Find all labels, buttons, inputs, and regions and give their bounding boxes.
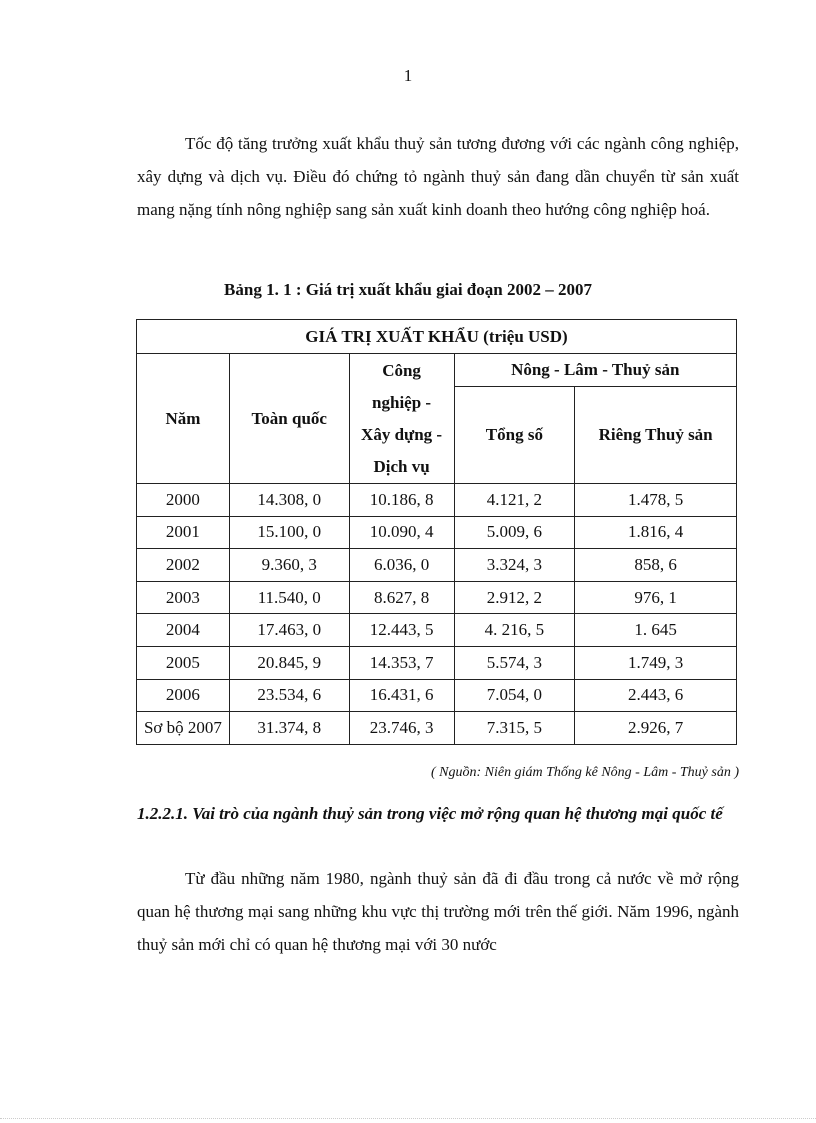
table-row xyxy=(137,549,737,582)
cell-total: 3.324, 3 xyxy=(454,549,575,582)
cell-total: 5.009, 6 xyxy=(454,516,575,549)
cell-fishery: 2.443, 6 xyxy=(575,679,737,712)
header-industry-line: nghiệp - xyxy=(372,392,432,412)
body-paragraph: Từ đầu những năm 1980, ngành thuỷ sản đã đi đầu trong cả nước về mở rộng quan hệ thương mại sang những khu vực thị trường mới trên thế giới. Năm 1996, ngành thuỷ sản mới chỉ có quan hệ thương mại với 30 nước xyxy=(137,869,739,954)
cell-fishery: 1.816, 4 xyxy=(575,516,737,549)
source-note: ( Nguồn: Niên giám Thống kê Nông - Lâm - Thuỷ sản ) xyxy=(431,765,739,780)
cell-fishery: 1.478, 5 xyxy=(575,484,737,517)
cell-fishery: 1.749, 3 xyxy=(575,646,737,679)
cell-year: 2003 xyxy=(137,581,230,614)
header-industry-line: Công xyxy=(382,360,421,380)
header-agri-group: Nông - Lâm - Thuỷ sản xyxy=(454,354,737,387)
table-row xyxy=(137,712,737,745)
cell-industry: 16.431, 6 xyxy=(349,679,454,712)
table-row xyxy=(137,614,737,647)
table-row xyxy=(137,679,737,712)
cell-industry: 14.353, 7 xyxy=(349,646,454,679)
cell-total: 2.912, 2 xyxy=(454,581,575,614)
cell-total: 4.121, 2 xyxy=(454,484,575,517)
cell-industry: 8.627, 8 xyxy=(349,581,454,614)
cell-year: Sơ bộ 2007 xyxy=(137,712,230,745)
cell-fishery: 858, 6 xyxy=(575,549,737,582)
cell-national: 15.100, 0 xyxy=(229,516,349,549)
table-caption: Bảng 1. 1 : Giá trị xuất khẩu giai đoạn 2002 – 2007 xyxy=(224,280,592,299)
header-year: Năm xyxy=(137,354,230,484)
header-industry-line: Dịch vụ xyxy=(373,456,430,476)
cell-national: 17.463, 0 xyxy=(229,614,349,647)
cell-total: 4. 216, 5 xyxy=(454,614,575,647)
header-fishery: Riêng Thuỷ sản xyxy=(575,387,737,484)
table-row xyxy=(137,646,737,679)
cell-year: 2000 xyxy=(137,484,230,517)
table-row xyxy=(137,581,737,614)
header-industry-line: Xây dựng - xyxy=(361,424,443,444)
cell-national: 31.374, 8 xyxy=(229,712,349,745)
cell-industry: 10.090, 4 xyxy=(349,516,454,549)
page-bottom-divider xyxy=(0,1118,816,1119)
section-heading: 1.2.2.1. Vai trò của ngành thuỷ sản trong việc mở rộng quan hệ thương mại quốc tế xyxy=(137,804,723,823)
header-national: Toàn quốc xyxy=(229,354,349,484)
page-number: 1 xyxy=(403,66,413,85)
cell-year: 2006 xyxy=(137,679,230,712)
header-industry xyxy=(349,354,454,484)
cell-total: 5.574, 3 xyxy=(454,646,575,679)
cell-industry: 6.036, 0 xyxy=(349,549,454,582)
cell-year: 2002 xyxy=(137,549,230,582)
cell-total: 7.315, 5 xyxy=(454,712,575,745)
cell-industry: 10.186, 8 xyxy=(349,484,454,517)
table-row xyxy=(137,484,737,517)
cell-industry: 12.443, 5 xyxy=(349,614,454,647)
cell-year: 2005 xyxy=(137,646,230,679)
cell-national: 11.540, 0 xyxy=(229,581,349,614)
table-row xyxy=(137,516,737,549)
cell-fishery: 2.926, 7 xyxy=(575,712,737,745)
export-value-table xyxy=(136,319,737,745)
cell-national: 9.360, 3 xyxy=(229,549,349,582)
cell-fishery: 1. 645 xyxy=(575,614,737,647)
cell-year: 2004 xyxy=(137,614,230,647)
cell-fishery: 976, 1 xyxy=(575,581,737,614)
cell-national: 23.534, 6 xyxy=(229,679,349,712)
cell-industry: 23.746, 3 xyxy=(349,712,454,745)
cell-total: 7.054, 0 xyxy=(454,679,575,712)
table-title: GIÁ TRỊ XUẤT KHẨU (triệu USD) xyxy=(137,320,737,354)
header-total: Tổng số xyxy=(454,387,575,484)
cell-national: 20.845, 9 xyxy=(229,646,349,679)
intro-paragraph: Tốc độ tăng trưởng xuất khẩu thuỷ sản tương đương với các ngành công nghiệp, xây dựng và dịch vụ. Điều đó chứng tỏ ngành thuỷ sản đang dần chuyển từ sản xuất mang nặng tính nông nghiệp sang sản xuất kinh doanh theo hướng công nghiệp hoá. xyxy=(137,134,739,219)
cell-national: 14.308, 0 xyxy=(229,484,349,517)
cell-year: 2001 xyxy=(137,516,230,549)
